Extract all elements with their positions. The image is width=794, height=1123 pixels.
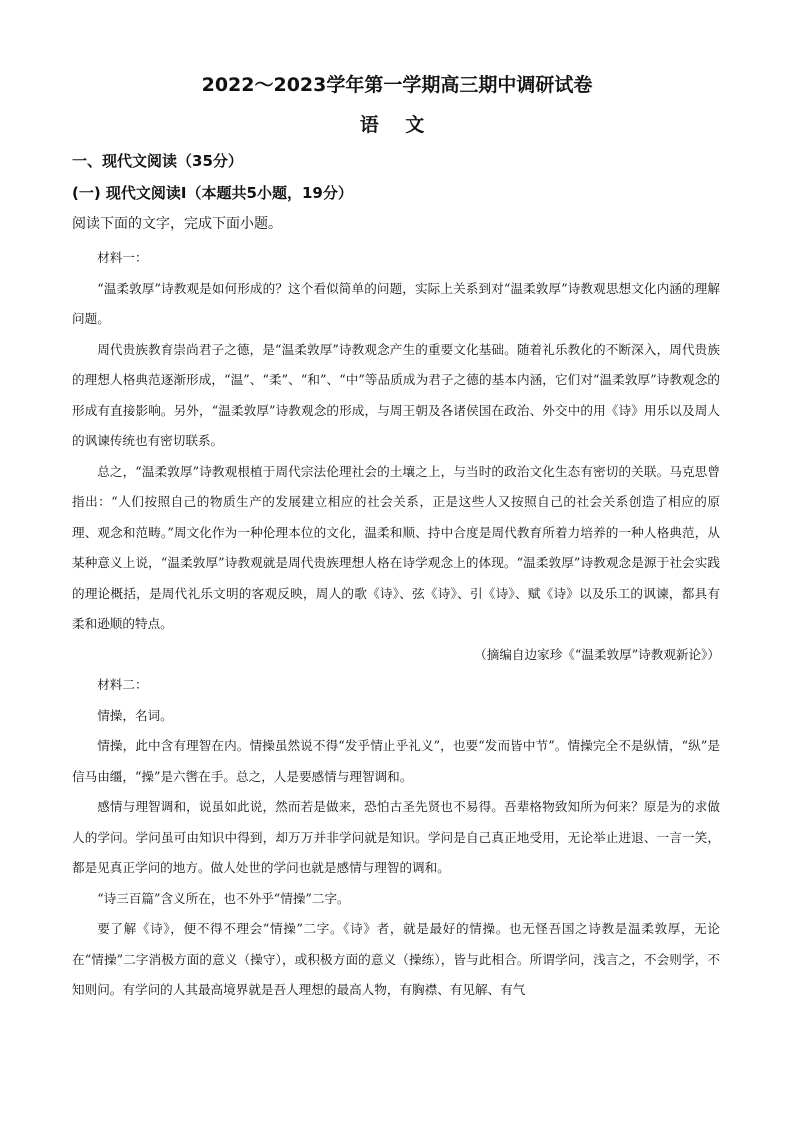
material-2-paragraph: 要了解《诗》，便不得不理会“情操”二字。《诗》者，就是最好的情操。也无怪吾国之诗教是温柔敦厚，无论在“情操”二字消极方面的意义（操守），或积极方面的意义（操练），皆与此相合。所谓学问，浅言之，不会则学，不知则问。有学问的人其最高境界就是吾人理想的最高人物，有胸襟、有见解、有气 xyxy=(72,921,720,997)
material-1-paragraph: “温柔敦厚”诗教观是如何形成的？这个看似简单的问题，实际上关系到对“温柔敦厚”诗教观思想文化内涵的理解问题。 xyxy=(72,280,720,326)
exam-title: 2022～2023学年第一学期高三期中调研试卷 xyxy=(201,74,593,96)
material-2-paragraph: 感情与理智调和，说虽如此说，然而若是做来，恐怕古圣先贤也不易得。吾辈格物致知所为何来？原是为的求做人的学问。学问虽可由知识中得到，却万万并非学问就是知识。学问是自己真正地受用，无论举止进退、一言一笑，都是见真正学问的地方。做人处世的学问也就是感情与理智的调和。 xyxy=(72,799,720,875)
material-1-paragraph: 周代贵族教育崇尚君子之德，是“温柔敦厚”诗教观念产生的重要文化基础。随着礼乐教化的不断深入，周代贵族的理想人格典范逐渐形成，“温”、“柔”、“和”、“中”等品质成为君子之德的基本内涵，它们对“温柔敦厚”诗教观念的形成有直接影响。另外，“温柔敦厚”诗教观念的形成，与周王朝及各诸侯国在政治、外交中的用《诗》用乐以及周人的讽谏传统也有密切联系。 xyxy=(72,341,720,448)
material-2-paragraph: 情操，此中含有理智在内。情操虽然说不得“发乎情止乎礼义”，也要“发而皆中节”。情操完全不是纵情，“纵”是信马由缰，“操”是六辔在手。总之，人是要感情与理智调和。 xyxy=(72,738,720,784)
material-2-paragraph: “诗三百篇”含义所在，也不外乎“情操”二字。 xyxy=(97,890,350,906)
material-1-label: 材料一： xyxy=(97,250,148,265)
subsection-heading: (一) 现代文阅读Ⅰ（本题共5小题，19分） xyxy=(72,184,353,202)
subject-title: 语 文 xyxy=(359,114,435,136)
section-heading: 一、现代文阅读（35分） xyxy=(72,152,243,170)
instruction-text: 阅读下面的文字，完成下面小题。 xyxy=(72,216,282,232)
material-1-paragraph: 总之，“温柔敦厚”诗教观根植于周代宗法伦理社会的土壤之上，与当时的政治文化生态有密切的关联。马克思曾指出：“人们按照自己的物质生产的发展建立相应的社会关系，正是这些人又按照自己的社会关系创造了相应的原理、观念和范畴。”周文化作为一种伦理本位的文化，温柔和顺、持中合度是周代教育所着力培养的一种人格典范，从某种意义上说，“温柔敦厚”诗教观就是周代贵族理想人格在诗学观念上的体现。“温柔敦厚”诗教观念是源于社会实践的理论概括，是周代礼乐文明的客观反映，周人的歌《诗》、弦《诗》、引《诗》、赋《诗》以及乐工的讽谏，都具有柔和逊顺的特点。 xyxy=(72,463,720,631)
reading-passage xyxy=(72,243,720,1006)
material-1-source: （摘编自边家珍《“温柔敦厚”诗教观新论》） xyxy=(474,646,720,662)
material-2-paragraph: 情操，名词。 xyxy=(97,707,173,723)
material-2-label: 材料二： xyxy=(97,677,148,692)
